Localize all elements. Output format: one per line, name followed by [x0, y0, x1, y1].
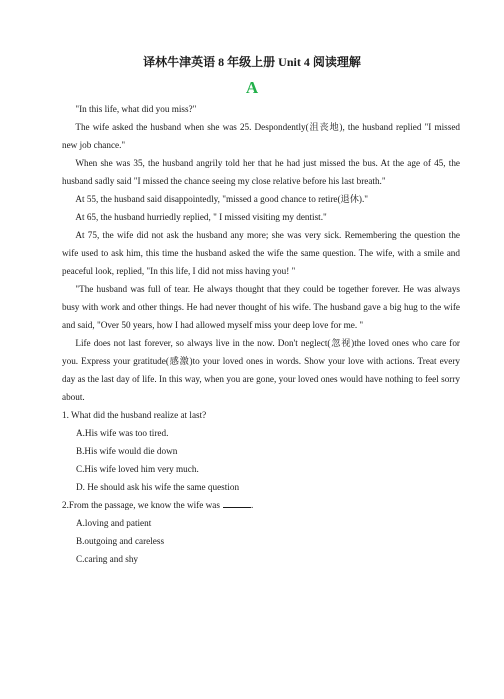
paragraph: When she was 35, the husband angrily told her that he had just missed the bus. At the age of 45, the husband sadly said "I missed the chance seeing my close relative before his last breath." [62, 158, 460, 186]
question-2 [62, 496, 460, 568]
answer-option: A.His wife was too tired. [76, 428, 169, 438]
answer-option: C.caring and shy [76, 554, 139, 564]
document-title: 译林牛津英语 8 年级上册 Unit 4 阅读理解 [143, 55, 361, 69]
question-stem: 1. What did the husband realize at last? [62, 410, 207, 420]
question-stem: 2.From the passage, we know the wife was [62, 500, 220, 510]
answer-option: D. He should ask his wife the same question [76, 482, 240, 492]
reading-passage [62, 100, 460, 568]
question-stem-end: . [250, 500, 254, 510]
paragraph: Life does not last forever, so always live in the now. Don't neglect(忽视)the loved ones who care for you. Express your gratitude(感激)to your loved ones in words. Show your love with actions. Treat every day as the last day of life. In this way, when you are gone, your loved ones would have nothing to feel sorry about. [62, 338, 460, 402]
paragraph: At 55, the husband said disappointedly, "missed a good chance to retire(退休)." [75, 194, 368, 204]
paragraph: At 75, the wife did not ask the husband any more; she was very sick. Remembering the question the wife used to ask him, this time the husband asked the wife the same question. The wife, with a smile and peaceful look, replied, "In this life, I did not miss having you! " [62, 230, 460, 276]
answer-option: A.loving and patient [76, 518, 152, 528]
paragraph: "In this life, what did you miss?" [75, 104, 197, 114]
answer-blank [223, 498, 254, 510]
paragraph: "The husband was full of tear. He always thought that they could be together forever. He was always busy with work and other things. He had never thought of his wife. The husband gave a big hug to the wife and said, "Over 50 years, how I had allowed myself miss your deep love for me. " [62, 284, 460, 330]
section-heading: A [245, 78, 259, 97]
paragraph: The wife asked the husband when she was 25. Despondently(沮丧地), the husband replied "I missed new job chance." [62, 122, 460, 150]
question-1 [62, 406, 460, 496]
paragraph: At 65, the husband hurriedly replied, " I missed visiting my dentist." [75, 212, 327, 222]
answer-option: B.His wife would die down [76, 446, 178, 456]
answer-option: B.outgoing and careless [76, 536, 165, 546]
question-stem-line [62, 496, 460, 514]
answer-option: C.His wife loved him very much. [76, 464, 199, 474]
